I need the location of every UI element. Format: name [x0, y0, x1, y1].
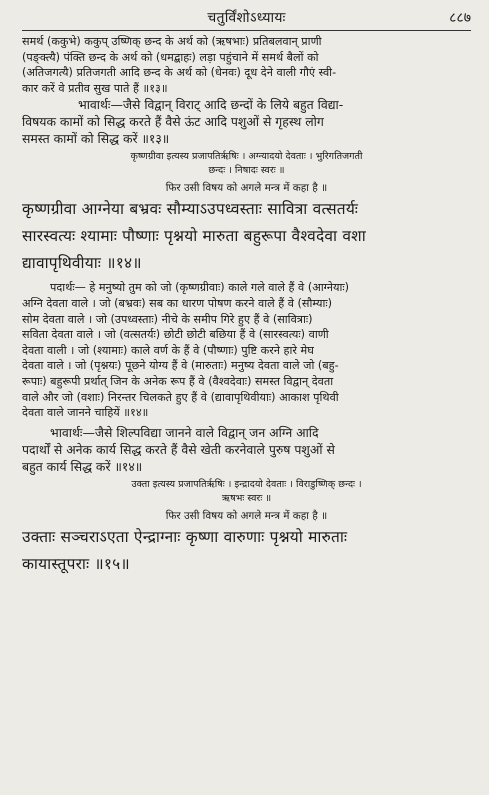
text-line: देवता वाली । जो (श्यामाः) काले वर्ण के हैं वे (पौष्णाः) पुष्टि करने हारे मेघ: [22, 343, 314, 357]
text-line: भावार्थः—जैसे शिल्पविद्या जानने वाले विद्वान् जन अग्नि आदि: [50, 424, 319, 440]
text-line: पदार्थों से अनेक कार्य सिद्ध करते हैं वैसे खेती करनेवाले पुरुष पशुओं से: [22, 441, 335, 457]
bhavartha-14: [22, 424, 471, 475]
text-line: समर्थ (ककुभे) ककुप् उष्णिक् छन्द के अर्थ को (ऋषभाः) प्रतिबलवान् प्राणी: [22, 35, 322, 48]
intro-line: फिर उसी विषय को अगले मन्त्र में कहा है ॥: [165, 509, 328, 522]
text-line: सविता देवता वाले । जो (वत्सतर्यः) छोटी छोटी बछिया हैं वे (सारस्वत्यः) वाणी: [22, 328, 329, 342]
text-line: कार करें वे प्रतीव सुख पाते हैं ॥१३॥: [22, 81, 168, 95]
chhanda-swara-line: छन्दः । निषादः स्वरः ॥: [208, 165, 285, 177]
text-line: भावार्थः—जैसे विद्वान् विराट् आदि छन्दों के लिये बहुत विद्या-: [78, 97, 344, 113]
padartha-13-continuation: [22, 34, 471, 96]
text-line: देवता वाले । जो (पृश्नयः) पूछने योग्य हैं वे (मारुताः) मनुष्य देवता वाले जो (बहु-: [22, 359, 339, 373]
rishi-devata-line: उक्ता इत्यस्य प्रजापतिर्ऋषिः । इन्द्रादयो देवताः । विराडुष्णिक् छन्दः ।: [131, 478, 362, 490]
mantra-line: कायास्तूपराः ॥१५॥: [22, 554, 130, 573]
swara-line: ऋषभः स्वरः ॥: [221, 492, 272, 504]
mantra-14-meta: [22, 150, 471, 178]
page-number: ८८७: [449, 10, 471, 26]
text-line: (अतिजगत्यै) प्रतिजगती आदि छन्द के अर्थ को (धेनवः) दूध देने वाली गौएं स्वी-: [22, 66, 337, 80]
text-line: बहुत कार्य सिद्ध करें ॥१४॥: [22, 458, 143, 474]
mantra-line: सारस्वत्यः श्यामाः पौष्णाः पृश्नयो मारुता बहुरूपा वैश्वदेवा वशा: [22, 227, 366, 246]
text-line: देवता वाले जानने चाहियें ॥१४॥: [22, 406, 149, 420]
text-line: (पङ्क्त्यै) पंक्ति छन्द के अर्थ को (धमद्बाहः) लड़ा पहुंचाने में समर्थ बैलों को: [22, 50, 319, 64]
mantra-line: उक्ताः सञ्चराऽएता ऐन्द्राग्नाः कृष्णा वारुणाः पृश्नयो मारुताः: [22, 527, 348, 546]
text-line: विषयक कामों को सिद्ध करते हैं वैसे ऊंट आदि पशुओं से गृहस्थ लोग: [22, 114, 324, 130]
text-line: पदार्थः— हे मनुष्यो तुम को जो (कृष्णग्रीवाः) काले गले वाले हैं वे (आग्नेयाः): [50, 281, 349, 295]
mantra-line: द्यावापृथिवीयाः ॥१४॥: [22, 254, 142, 273]
chapter-title: चतुर्विंशोऽध्यायः: [207, 10, 286, 26]
rishi-devata-line: कृष्णग्रीवा इत्यस्य प्रजापतिर्ऋषिः । अग्न्यादयो देवताः । भुरिगतिजगती: [130, 151, 363, 163]
page-header: [22, 4, 471, 31]
mantra-15: [22, 524, 471, 578]
intro-line: फिर उसी विषय को अगले मन्त्र में कहा है ॥: [165, 182, 328, 195]
mantra-14: [22, 196, 471, 277]
text-line: सोम देवता वाले । जो (उपध्वस्ताः) नीचे के समीप गिरे हुए हैं वे (सावित्राः): [22, 312, 313, 326]
bhavartha-13: [22, 96, 471, 147]
text-line: वाले और जो (वशाः) निरन्तर चिलकते हुए हैं वे (द्यावापृथिवीयाः) आकाश पृथिवी: [22, 390, 339, 404]
text-line: रूपाः) बहुरूपी प्रर्थात् जिन के अनेक रूप हैं वे (वैश्वदेवाः) समस्त विद्वान् देवता: [22, 374, 334, 388]
text-line: अग्नि देवता वाले । जो (बभ्रवः) सब का धारण पोषण करने वाले हैं वे (सौम्याः): [22, 296, 333, 310]
text-line: समस्त कामों को सिद्ध करें ॥१३॥: [22, 131, 170, 147]
mantra-line: कृष्णग्रीवा आग्नेया बभ्रवः सौम्याऽउपध्वस्ताः सावित्रा वत्सतर्यः: [22, 200, 359, 219]
padartha-14: [22, 280, 471, 420]
mantra-15-meta: [22, 478, 471, 506]
